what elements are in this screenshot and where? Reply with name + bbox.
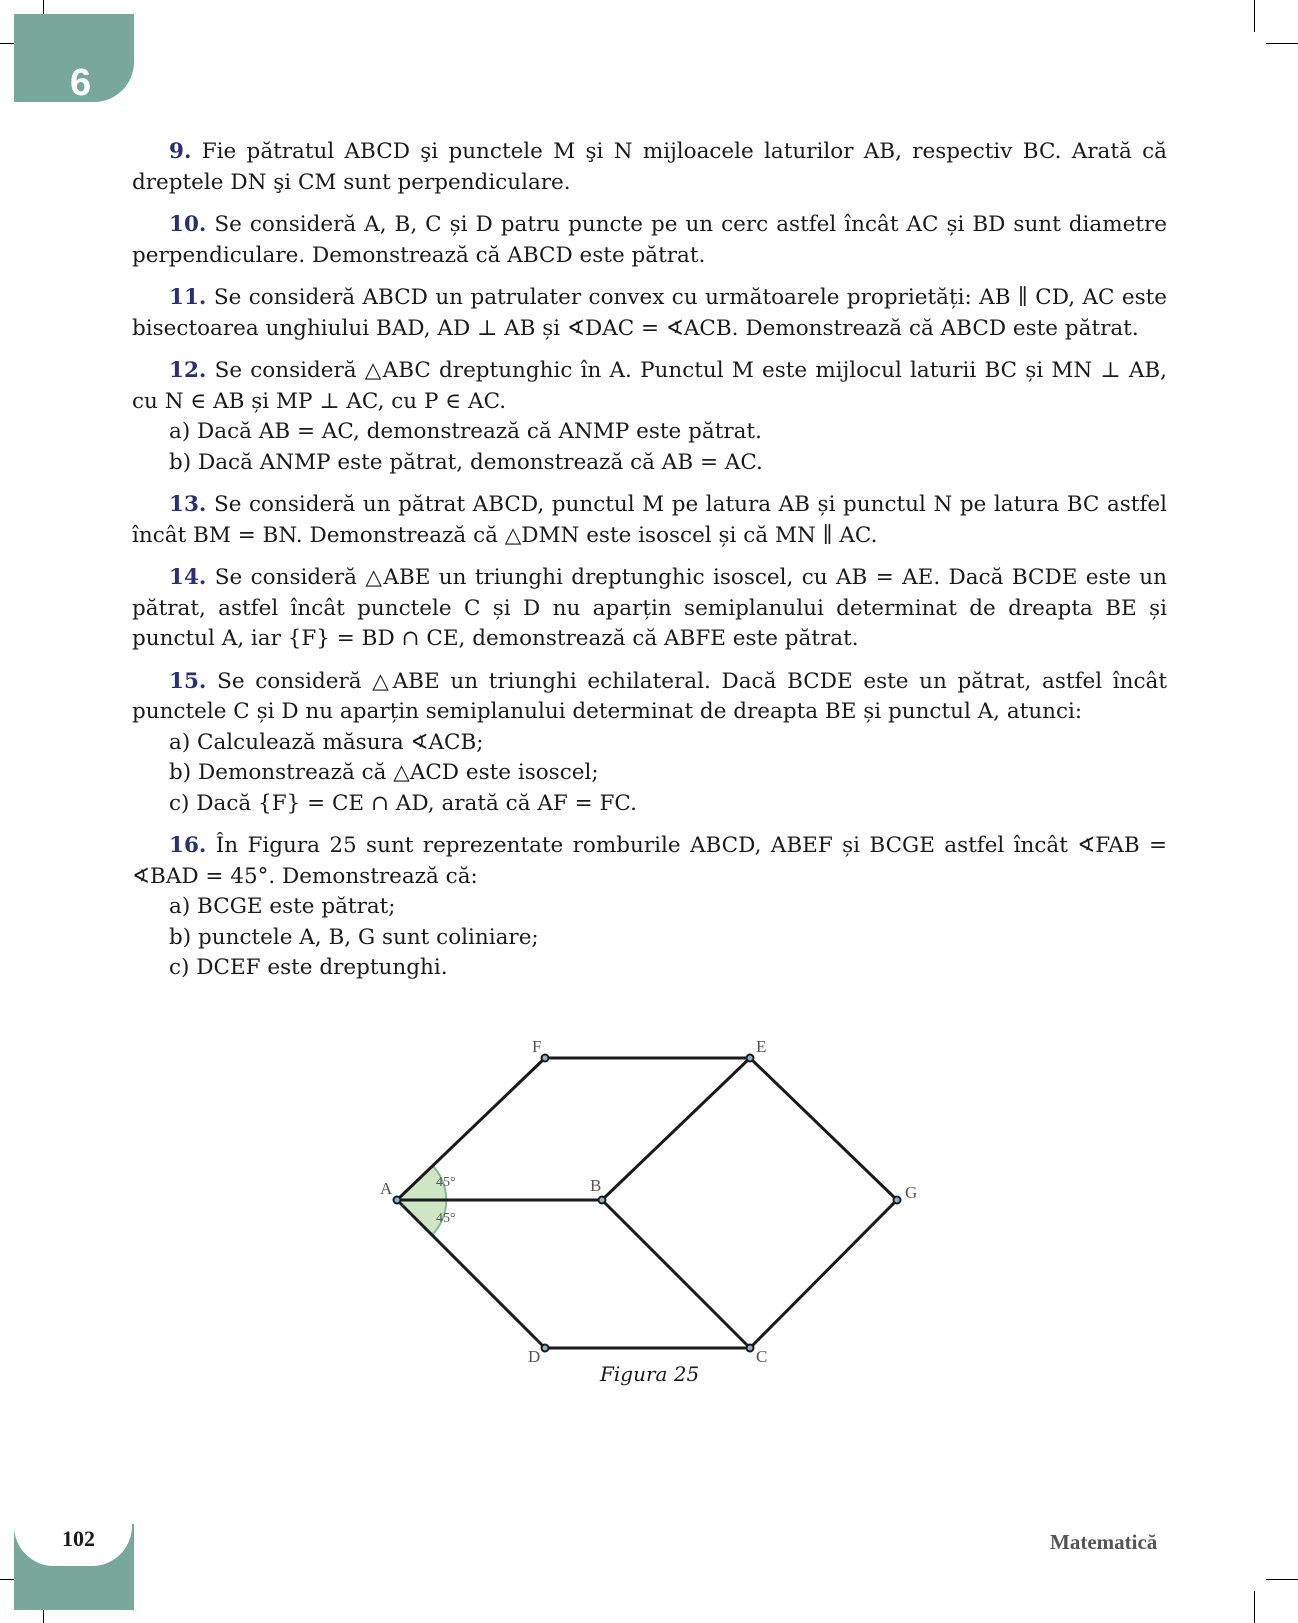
exercise-text: Se consideră un pătrat ABCD, punctul M pe latura AB și punctul N pe latura BC astfel încât BM = BN. Demonstrează că △DMN este isoscel și că MN ∥ AC. — [132, 492, 1167, 548]
exercise-15 — [132, 667, 1167, 820]
exercise-number: 15. — [169, 668, 207, 694]
crop-mark — [1266, 1579, 1298, 1580]
segment-AD — [397, 1200, 545, 1348]
label-E: E — [756, 1037, 767, 1056]
exercise-number: 12. — [169, 358, 207, 383]
page-number: 102 — [62, 1526, 95, 1551]
exercise-number: 10. — [169, 212, 207, 237]
exercise-13 — [132, 490, 1167, 551]
segment-EG — [750, 1058, 897, 1200]
label-A: A — [380, 1179, 393, 1198]
subject-title: Matematică — [1050, 1530, 1158, 1554]
exercise-number: 13. — [169, 492, 207, 517]
exercise-text: Se consideră A, B, C și D patru puncte pe un cerc astfel încât AC și BD sunt diametre perpendiculare. Demonstrează că ABCD este pătrat. — [132, 212, 1167, 268]
chapter-number: 6 — [70, 62, 92, 104]
exercise-text: Fie pătratul ABCD şi punctele M şi N mijloacele laturilor AB, respectiv BC. Arată că dreptele DN şi CM sunt perpendiculare. — [132, 139, 1167, 195]
exercise-subitem: c) DCEF este dreptunghi. — [169, 955, 448, 980]
exercise-text: Se consideră △ABE un triunghi dreptunghic isoscel, cu AB = AE. Dacă BCDE este un pătrat, astfel încât punctele C și D nu aparțin semiplanului determinat de dreapta BE și punctul A, iar {F} = BD ∩ CE, demonstrează că ABFE este pătrat. — [132, 565, 1167, 651]
label-C: C — [756, 1347, 768, 1366]
figure-caption: Figura 25 — [600, 1362, 700, 1386]
exercise-9 — [132, 137, 1167, 198]
point-F — [542, 1055, 549, 1062]
exercise-number: 9. — [169, 139, 192, 164]
label-F: F — [532, 1037, 542, 1056]
angle-label-bottom: 45° — [436, 1211, 456, 1226]
exercise-number: 14. — [169, 565, 207, 590]
point-A — [394, 1197, 401, 1204]
exercise-subitem: b) punctele A, B, G sunt coliniare; — [169, 924, 539, 950]
label-G: G — [905, 1183, 918, 1202]
exercise-list — [132, 137, 1167, 996]
crop-mark — [1254, 1591, 1255, 1623]
point-D — [542, 1345, 549, 1352]
exercise-12 — [132, 356, 1167, 478]
chapter-tab — [14, 14, 134, 102]
angle-label-top: 45° — [436, 1175, 456, 1190]
exercise-subitem: a) Dacă AB = AC, demonstrează că ANMP este pătrat. — [169, 419, 762, 444]
exercise-text: În Figura 25 sunt reprezentate romburile ABCD, ABEF și BCGE astfel încât ∢FAB = ∢BAD = 45°. Demonstrează că: — [132, 833, 1168, 889]
point-C — [747, 1345, 754, 1352]
crop-mark — [1254, 0, 1255, 32]
exercise-11 — [132, 283, 1167, 344]
label-B: B — [590, 1176, 602, 1195]
exercise-16 — [132, 831, 1167, 984]
exercise-number: 16. — [169, 833, 207, 858]
point-G — [894, 1197, 901, 1204]
segment-AF — [397, 1058, 545, 1200]
exercise-subitem: b) Dacă ANMP este pătrat, demonstrează că AB = AC. — [169, 449, 763, 475]
exercise-text: Se consideră ABCD un patrulater convex cu următoarele proprietăți: AB ∥ CD, AC este bisectoarea unghiului BAD, AD ⊥ AB și ∢DAC = ∢ACB. Demonstrează că ABCD este pătrat. — [132, 285, 1167, 341]
exercise-number: 11. — [169, 285, 207, 310]
exercise-subitem: b) Demonstrează că △ACD este isoscel; — [169, 760, 599, 785]
exercise-14 — [132, 563, 1167, 655]
exercise-subitem: c) Dacă {F} = CE ∩ AD, arată că AF = FC. — [169, 790, 637, 816]
exercise-text: Se consideră △ABE un triunghi echilateral. Dacă BCDE este un pătrat, astfel încât punctele C și D nu aparțin semiplanului determinat de dreapta BE și punctul A, atunci: — [132, 668, 1167, 724]
exercise-subitem: a) Calculează măsura ∢ACB; — [169, 729, 484, 755]
point-B — [599, 1197, 606, 1204]
exercise-10 — [132, 210, 1167, 271]
rhombus-figure — [370, 1028, 930, 1388]
exercise-text: Se consideră △ABC dreptunghic în A. Punctul M este mijlocul laturii BC și MN ⊥ AB, cu N ∈ AB și MP ⊥ AC, cu P ∈ AC. — [132, 358, 1167, 414]
label-D: D — [528, 1347, 541, 1366]
segment-BC — [602, 1200, 750, 1348]
crop-mark — [1266, 43, 1298, 44]
exercise-subitem: a) BCGE este pătrat; — [169, 894, 396, 919]
segment-EB — [602, 1058, 750, 1200]
point-E — [747, 1055, 754, 1062]
segment-GC — [750, 1200, 897, 1348]
